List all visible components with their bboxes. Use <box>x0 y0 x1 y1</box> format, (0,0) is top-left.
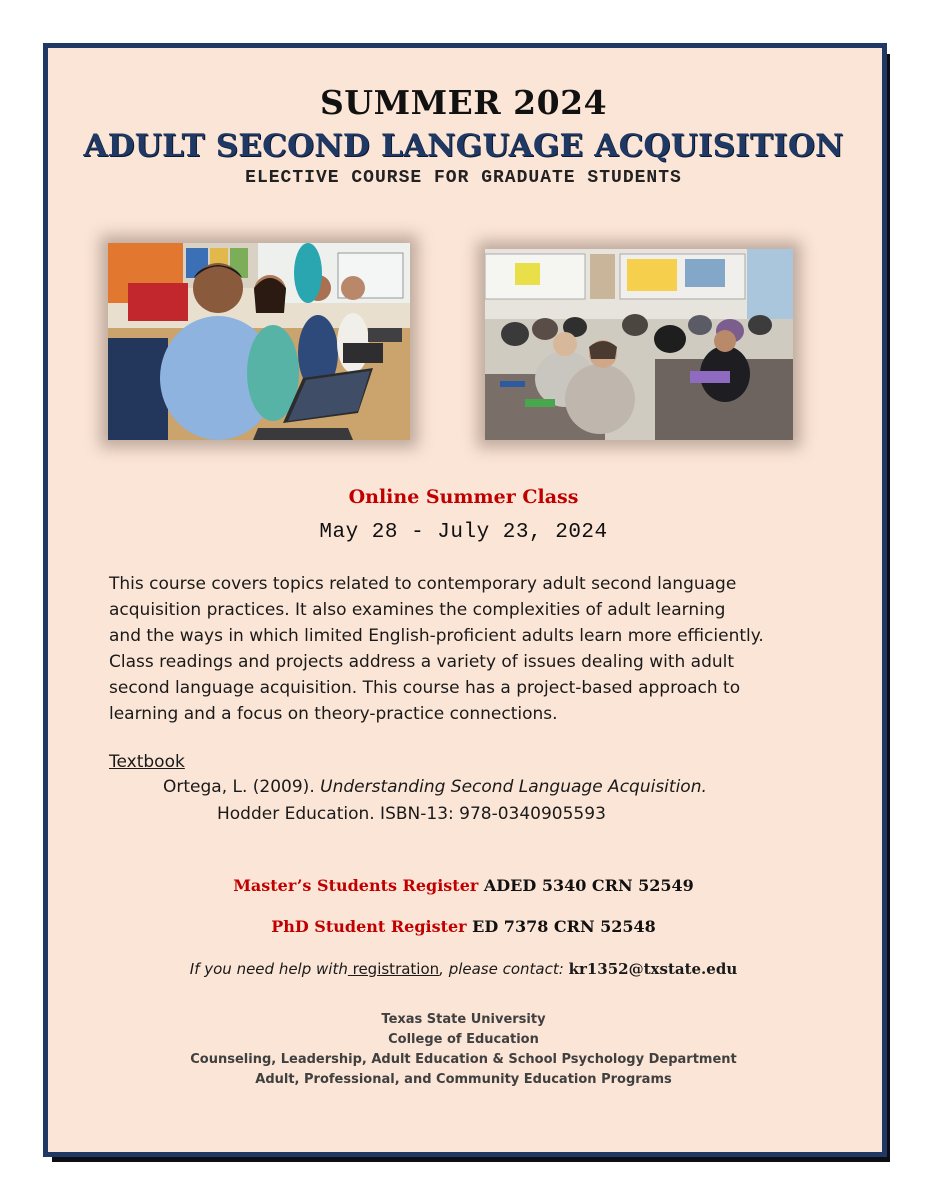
title-year: SUMMER 2024 <box>319 83 608 122</box>
masters-course-code: ADED 5340 CRN 52549 <box>478 876 694 895</box>
photo-classroom <box>485 249 793 440</box>
contact-email[interactable]: kr1352@txstate.edu <box>568 960 738 978</box>
textbook-citation <box>163 777 707 797</box>
description-line: second language acquisition. This course has a project-based approach to <box>109 678 741 698</box>
description-line: and the ways in which limited English-proficient adults learn more efficiently. <box>109 626 764 646</box>
footer-college: College of Education <box>388 1032 539 1047</box>
subtitle: ELECTIVE COURSE FOR GRADUATE STUDENTS <box>245 168 682 188</box>
help-contact <box>0 960 927 978</box>
description-line: learning and a focus on theory-practice connections. <box>109 704 558 724</box>
textbook-publisher: Hodder Education. ISBN-13: 978-0340905593 <box>217 804 606 824</box>
phd-registration <box>0 917 927 936</box>
footer-department: Counseling, Leadership, Adult Education & School Psychology Department <box>190 1052 737 1067</box>
masters-register-label: Master’s Students Register <box>233 876 479 895</box>
phd-course-code: ED 7378 CRN 52548 <box>466 917 656 936</box>
course-description <box>109 571 809 727</box>
description-line: acquisition practices. It also examines the complexities of adult learning <box>109 600 726 620</box>
footer-university: Texas State University <box>381 1012 546 1027</box>
textbook-title: Understanding Second Language Acquisition. <box>320 777 707 797</box>
textbook-heading: Textbook <box>109 752 185 772</box>
footer-programs: Adult, Professional, and Community Education Programs <box>255 1072 672 1087</box>
description-line: This course covers topics related to contemporary adult second language <box>109 574 737 594</box>
description-line: Class readings and projects address a variety of issues dealing with adult <box>109 652 735 672</box>
class-dates: May 28 - July 23, 2024 <box>319 521 608 544</box>
textbook-author-year: Ortega, L. (2009). <box>163 777 321 797</box>
registration-link[interactable]: registration <box>347 960 440 978</box>
photo-adults-laptops <box>108 243 410 440</box>
help-middle: , please contact: <box>439 960 569 978</box>
phd-register-label: PhD Student Register <box>271 917 467 936</box>
help-prefix: If you need help with <box>189 960 348 978</box>
title-course: ADULT SECOND LANGUAGE ACQUISITION <box>83 128 844 164</box>
masters-registration <box>0 876 927 895</box>
online-class-label: Online Summer Class <box>348 486 579 508</box>
